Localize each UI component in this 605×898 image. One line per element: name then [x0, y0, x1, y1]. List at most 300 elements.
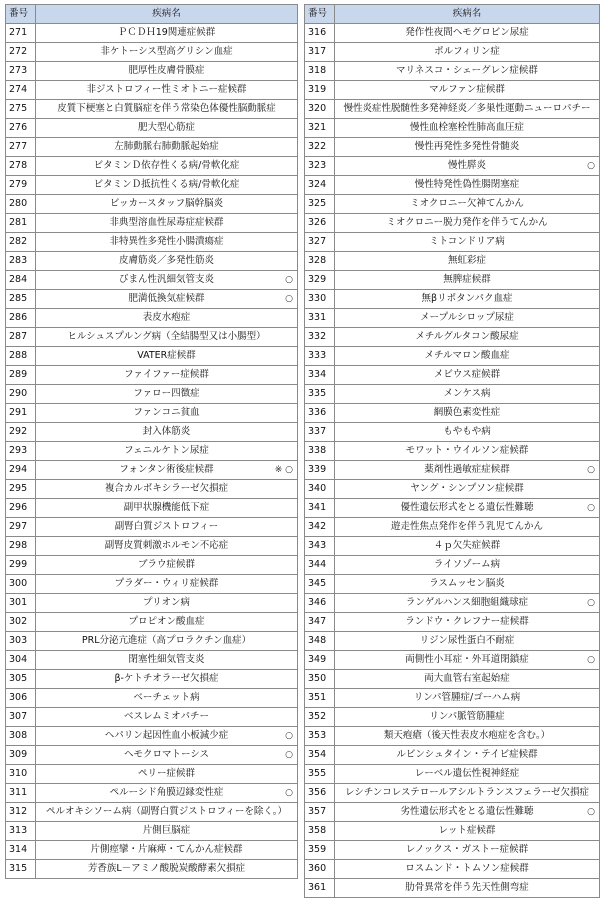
table-row	[6, 366, 298, 385]
table-row	[6, 309, 298, 328]
disease-name-cell	[335, 290, 600, 309]
table-row	[305, 860, 600, 879]
table-row	[305, 24, 600, 43]
table-row	[6, 100, 298, 119]
disease-number: 295	[6, 480, 36, 499]
disease-name-cell	[36, 461, 298, 480]
disease-name-cell	[335, 214, 600, 233]
disease-name-cell	[36, 423, 298, 442]
marker-symbol: ○	[587, 465, 595, 475]
disease-name-cell	[335, 480, 600, 499]
disease-name-cell	[36, 765, 298, 784]
disease-number: 285	[6, 290, 36, 309]
disease-name: ミトコンドリア病	[429, 236, 505, 247]
table-row	[6, 195, 298, 214]
disease-name-cell	[335, 195, 600, 214]
disease-number: 277	[6, 138, 36, 157]
disease-name: メチルグルタコン酸尿症	[415, 331, 519, 342]
disease-name-cell	[335, 271, 600, 290]
disease-number: 359	[305, 841, 335, 860]
disease-number: 292	[6, 423, 36, 442]
disease-number: 303	[6, 632, 36, 651]
disease-name-cell	[36, 651, 298, 670]
table-row	[6, 214, 298, 233]
disease-name-cell	[36, 271, 298, 290]
disease-name: ベスレムミオパチー	[124, 711, 209, 722]
marker-symbol: ○	[285, 294, 293, 304]
disease-name-cell	[36, 81, 298, 100]
disease-name-cell	[36, 499, 298, 518]
disease-name-cell	[335, 43, 600, 62]
disease-name-cell	[36, 727, 298, 746]
disease-number: 338	[305, 442, 335, 461]
disease-name-cell	[36, 214, 298, 233]
disease-name-cell	[335, 708, 600, 727]
disease-name: 副腎白質ジストロフィー	[114, 521, 219, 532]
table-row	[305, 556, 600, 575]
disease-name: モワット・ウイルソン症候群	[405, 445, 529, 456]
disease-number: 317	[305, 43, 335, 62]
header-number: 番号	[305, 5, 335, 24]
table-row	[305, 100, 600, 119]
disease-name-cell	[335, 518, 600, 537]
disease-number: 319	[305, 81, 335, 100]
disease-name: びまん性汎細気管支炎	[118, 274, 214, 285]
disease-name: 慢性膵炎	[447, 160, 486, 171]
table-row	[6, 822, 298, 841]
marker-symbol: ○	[285, 731, 293, 741]
disease-name: ヘモクロマトーシス	[123, 749, 210, 760]
disease-number: 316	[305, 24, 335, 43]
disease-number: 360	[305, 860, 335, 879]
table-row	[305, 480, 600, 499]
table-row	[305, 746, 600, 765]
table-row	[305, 366, 600, 385]
disease-number: 274	[6, 81, 36, 100]
disease-name: ミオクロニー脱力発作を伴うてんかん	[386, 217, 548, 228]
disease-name: 慢性血栓塞栓性肺高血圧症	[409, 122, 524, 133]
disease-name-cell	[335, 404, 600, 423]
table-row	[305, 119, 600, 138]
disease-name-cell	[335, 784, 600, 803]
disease-name: ペリー症候群	[137, 768, 195, 779]
disease-name: 非典型溶血性尿毒症症候群	[109, 217, 224, 228]
table-row	[6, 499, 298, 518]
disease-name: 肥満低換気症候群	[128, 293, 205, 304]
disease-name: ファイファー症候群	[124, 369, 209, 380]
table-row	[305, 271, 600, 290]
disease-number: 336	[305, 404, 335, 423]
disease-name: 左肺動脈右肺動脈起始症	[114, 141, 219, 152]
table-row	[6, 157, 298, 176]
table-row	[305, 214, 600, 233]
disease-name-cell	[335, 423, 600, 442]
disease-number: 294	[6, 461, 36, 480]
disease-name-cell	[36, 62, 298, 81]
table-row	[6, 404, 298, 423]
disease-name-cell	[36, 860, 298, 879]
disease-number: 350	[305, 670, 335, 689]
disease-number: 296	[6, 499, 36, 518]
disease-number: 291	[6, 404, 36, 423]
disease-number: 286	[6, 309, 36, 328]
table-row	[305, 328, 600, 347]
disease-table-right	[304, 4, 600, 898]
disease-name-cell	[335, 119, 600, 138]
disease-name: 表皮水疱症	[142, 312, 191, 323]
disease-number: 283	[6, 252, 36, 271]
disease-name: ファンコニ貧血	[133, 407, 200, 418]
disease-number: 315	[6, 860, 36, 879]
disease-name-cell	[36, 233, 298, 252]
disease-name-cell	[335, 670, 600, 689]
disease-number: 276	[6, 119, 36, 138]
disease-name: リンパ脈管筋腫症	[429, 711, 505, 722]
disease-name: 無虹彩症	[447, 255, 486, 266]
disease-name-cell	[36, 328, 298, 347]
disease-number: 342	[305, 518, 335, 537]
disease-number: 302	[6, 613, 36, 632]
table-row	[305, 822, 600, 841]
table-row	[6, 119, 298, 138]
disease-number: 324	[305, 176, 335, 195]
table-row	[305, 879, 600, 898]
disease-name: 優性遺伝形式をとる遺伝性難聴	[400, 502, 534, 513]
disease-name: 閉塞性細気管支炎	[128, 654, 205, 665]
disease-name: 無βリポタンパク血症	[421, 293, 513, 304]
table-row	[305, 537, 600, 556]
table-row	[305, 309, 600, 328]
marker-symbol: ○	[587, 161, 595, 171]
disease-name: レシチンコレステロールアシルトランスフェラーゼ欠損症	[344, 787, 590, 798]
disease-name-cell	[36, 537, 298, 556]
disease-name-cell	[36, 803, 298, 822]
disease-name-cell	[36, 442, 298, 461]
header-number: 番号	[6, 5, 36, 24]
disease-name: 肥大型心筋症	[137, 122, 195, 133]
disease-name: 複合カルボキシラーゼ欠損症	[104, 483, 229, 494]
table-row	[6, 765, 298, 784]
disease-number: 309	[6, 746, 36, 765]
disease-number: 273	[6, 62, 36, 81]
disease-name-cell	[36, 556, 298, 575]
table-row	[305, 575, 600, 594]
disease-number: 312	[6, 803, 36, 822]
disease-number: 340	[305, 480, 335, 499]
table-row	[305, 233, 600, 252]
header-row	[6, 5, 298, 24]
disease-name-cell	[36, 689, 298, 708]
table-row	[305, 670, 600, 689]
disease-number: 275	[6, 100, 36, 119]
disease-name: 非特異性多発性小腸潰瘍症	[109, 236, 224, 247]
header-disease-name: 疾病名	[36, 5, 298, 24]
disease-number: 345	[305, 575, 335, 594]
disease-name: ベーチェット病	[133, 692, 200, 703]
disease-number: 289	[6, 366, 36, 385]
table-row	[6, 81, 298, 100]
disease-name-cell	[36, 822, 298, 841]
disease-name-cell	[36, 366, 298, 385]
disease-name-cell	[335, 252, 600, 271]
table-row	[305, 252, 600, 271]
disease-name-cell	[335, 613, 600, 632]
disease-name: 劣性遺伝形式をとる遺伝性難聴	[400, 806, 534, 817]
disease-name-cell	[335, 594, 600, 613]
disease-number: 353	[305, 727, 335, 746]
disease-name: レノックス・ガストー症候群	[405, 844, 529, 855]
disease-name-cell	[335, 651, 600, 670]
disease-number: 307	[6, 708, 36, 727]
disease-number: 271	[6, 24, 36, 43]
table-row	[6, 423, 298, 442]
disease-number: 306	[6, 689, 36, 708]
table-row	[305, 423, 600, 442]
disease-name-cell	[335, 461, 600, 480]
disease-name-cell	[36, 575, 298, 594]
disease-name: もやもや病	[443, 426, 491, 437]
disease-number: 328	[305, 252, 335, 271]
disease-name: ラスムッセン脳炎	[429, 578, 505, 589]
marker-symbol: ○	[587, 503, 595, 513]
disease-name-cell	[335, 765, 600, 784]
disease-number: 349	[305, 651, 335, 670]
table-row	[305, 157, 600, 176]
disease-name-cell	[335, 879, 600, 898]
disease-name: リンパ管腫症/ゴーハム病	[413, 692, 521, 703]
disease-name: ＰＣＤＨ19関連症候群	[117, 27, 216, 38]
table-row	[305, 632, 600, 651]
disease-name-cell	[36, 195, 298, 214]
table-row	[6, 461, 298, 480]
disease-name-cell	[335, 366, 600, 385]
table-row	[6, 290, 298, 309]
table-row	[305, 195, 600, 214]
disease-number: 272	[6, 43, 36, 62]
table-row	[6, 537, 298, 556]
table-row	[6, 518, 298, 537]
disease-number: 337	[305, 423, 335, 442]
disease-number: 335	[305, 385, 335, 404]
disease-name-cell	[335, 385, 600, 404]
disease-name-cell	[36, 119, 298, 138]
table-row	[6, 62, 298, 81]
disease-name: ブラウ症候群	[137, 559, 195, 570]
table-row	[6, 233, 298, 252]
disease-name-cell	[335, 841, 600, 860]
table-row	[305, 651, 600, 670]
disease-number: 354	[305, 746, 335, 765]
disease-name-cell	[36, 176, 298, 195]
disease-name-cell	[335, 803, 600, 822]
disease-name: ビタミンＤ依存性くる病/骨軟化症	[93, 160, 240, 171]
table-row	[305, 594, 600, 613]
table-row	[6, 442, 298, 461]
disease-name-cell	[36, 309, 298, 328]
disease-name: 片側痙攣・片麻痺・てんかん症候群	[90, 844, 243, 855]
disease-number: 339	[305, 461, 335, 480]
disease-number: 298	[6, 537, 36, 556]
disease-name: ペルーシド角膜辺縁変性症	[109, 787, 224, 798]
disease-name: フェニルケトン尿症	[124, 445, 209, 456]
disease-number: 297	[6, 518, 36, 537]
disease-number: 325	[305, 195, 335, 214]
disease-name-cell	[36, 347, 298, 366]
disease-name: 慢性再発性多発性骨髄炎	[414, 141, 520, 152]
disease-name: 皮膚筋炎／多発性筋炎	[118, 255, 214, 266]
disease-number: 301	[6, 594, 36, 613]
disease-name: リジン尿性蛋白不耐症	[419, 635, 515, 646]
disease-name: 薬剤性過敏症症候群	[424, 464, 510, 475]
disease-name: レット症候群	[438, 825, 496, 836]
table-row	[305, 176, 600, 195]
disease-name-cell	[335, 442, 600, 461]
disease-name: ヒルシュスプルング病（全結腸型又は小腸型）	[67, 331, 266, 342]
disease-name: メチルマロン酸血症	[424, 350, 510, 361]
table-row	[305, 727, 600, 746]
marker-symbol: ○	[587, 655, 595, 665]
disease-name-cell	[36, 708, 298, 727]
table-row	[305, 385, 600, 404]
table-row	[6, 784, 298, 803]
disease-name-cell	[335, 233, 600, 252]
disease-name-cell	[335, 347, 600, 366]
table-row	[305, 81, 600, 100]
disease-name-cell	[36, 594, 298, 613]
disease-number: 351	[305, 689, 335, 708]
disease-number: 304	[6, 651, 36, 670]
disease-name-cell	[36, 100, 298, 119]
table-row	[6, 575, 298, 594]
disease-number: 290	[6, 385, 36, 404]
table-row	[6, 613, 298, 632]
disease-name: 肋骨異常を伴う先天性側弯症	[405, 882, 529, 893]
disease-name-cell	[335, 176, 600, 195]
disease-name-cell	[36, 385, 298, 404]
table-row	[6, 803, 298, 822]
disease-name-cell	[335, 556, 600, 575]
table-row	[305, 62, 600, 81]
disease-name: 皮質下梗塞と白質脳症を伴う常染色体優性脳動脈症	[57, 103, 276, 114]
disease-name: ライソゾーム病	[433, 559, 501, 570]
table-row	[6, 43, 298, 62]
disease-name: プロピオン酸血症	[128, 616, 205, 627]
disease-name-cell	[335, 62, 600, 81]
marker-symbol: ○	[285, 788, 293, 798]
disease-name: 類天疱瘡（後天性表皮水疱症を含む。）	[383, 730, 551, 741]
disease-number: 352	[305, 708, 335, 727]
disease-number: 334	[305, 366, 335, 385]
disease-name: ファロー四徴症	[133, 388, 200, 399]
disease-name: ルビンシュタイン・テイビ症候群	[396, 749, 538, 760]
disease-name-cell	[36, 157, 298, 176]
disease-name-cell	[36, 670, 298, 689]
table-row	[6, 271, 298, 290]
disease-name: 非ジストロフィー性ミオトニー症候群	[86, 84, 247, 95]
disease-name: 副甲状腺機能低下症	[123, 502, 210, 513]
disease-name: 封入体筋炎	[142, 426, 191, 437]
table-row	[6, 727, 298, 746]
disease-number: 341	[305, 499, 335, 518]
disease-number: 287	[6, 328, 36, 347]
header-row	[305, 5, 600, 24]
disease-name-cell	[36, 841, 298, 860]
disease-number: 332	[305, 328, 335, 347]
table-row	[6, 328, 298, 347]
disease-name: ペルオキシソーム病（副腎白質ジストロフィーを除く。）	[46, 806, 287, 817]
disease-number: 327	[305, 233, 335, 252]
disease-name: メンケス病	[443, 388, 491, 399]
disease-name-cell	[335, 727, 600, 746]
table-row	[6, 480, 298, 499]
table-row	[6, 138, 298, 157]
disease-name-cell	[335, 860, 600, 879]
disease-name: ビッカースタッフ脳幹脳炎	[109, 198, 224, 209]
disease-number: 330	[305, 290, 335, 309]
disease-table-left	[5, 4, 298, 879]
disease-number: 322	[305, 138, 335, 157]
disease-number: 314	[6, 841, 36, 860]
disease-name-cell	[335, 328, 600, 347]
disease-number: 321	[305, 119, 335, 138]
disease-name-cell	[36, 43, 298, 62]
disease-number: 284	[6, 271, 36, 290]
disease-number: 347	[305, 613, 335, 632]
table-row	[305, 518, 600, 537]
disease-name-cell	[36, 632, 298, 651]
disease-name: 網膜色素変性症	[433, 407, 501, 418]
disease-name: 肥厚性皮膚骨膜症	[128, 65, 205, 76]
disease-name: 遊走性焦点発作を伴う乳児てんかん	[390, 521, 543, 532]
marker-symbol: ○	[587, 598, 595, 608]
marker-symbol: ○	[587, 807, 595, 817]
disease-name: 芳香族L－アミノ酸脱炭酸酵素欠損症	[87, 863, 246, 874]
disease-number: 308	[6, 727, 36, 746]
table-row	[305, 43, 600, 62]
disease-name-cell	[36, 290, 298, 309]
table-row	[305, 499, 600, 518]
table-row	[6, 594, 298, 613]
table-row	[6, 632, 298, 651]
table-row	[6, 746, 298, 765]
disease-name: ビタミンＤ抵抗性くる病/骨軟化症	[93, 179, 240, 190]
disease-name-cell	[335, 575, 600, 594]
disease-name: メビウス症候群	[433, 369, 501, 380]
table-row	[6, 24, 298, 43]
disease-number: 361	[305, 879, 335, 898]
table-row	[305, 708, 600, 727]
disease-name-cell	[335, 499, 600, 518]
table-row	[305, 347, 600, 366]
disease-number: 333	[305, 347, 335, 366]
disease-name-cell	[36, 518, 298, 537]
disease-name: 慢性特発性偽性腸閉塞症	[414, 179, 520, 190]
table-row	[6, 385, 298, 404]
table-row	[6, 176, 298, 195]
disease-number: 346	[305, 594, 335, 613]
disease-name-cell	[36, 138, 298, 157]
disease-name-cell	[335, 309, 600, 328]
disease-number: 355	[305, 765, 335, 784]
disease-name: メープルシロップ尿症	[420, 312, 514, 323]
disease-name-cell	[36, 480, 298, 499]
table-row	[305, 765, 600, 784]
disease-name-cell	[36, 784, 298, 803]
disease-number: 331	[305, 309, 335, 328]
table-row	[6, 841, 298, 860]
disease-number: 326	[305, 214, 335, 233]
table-row	[305, 784, 600, 803]
